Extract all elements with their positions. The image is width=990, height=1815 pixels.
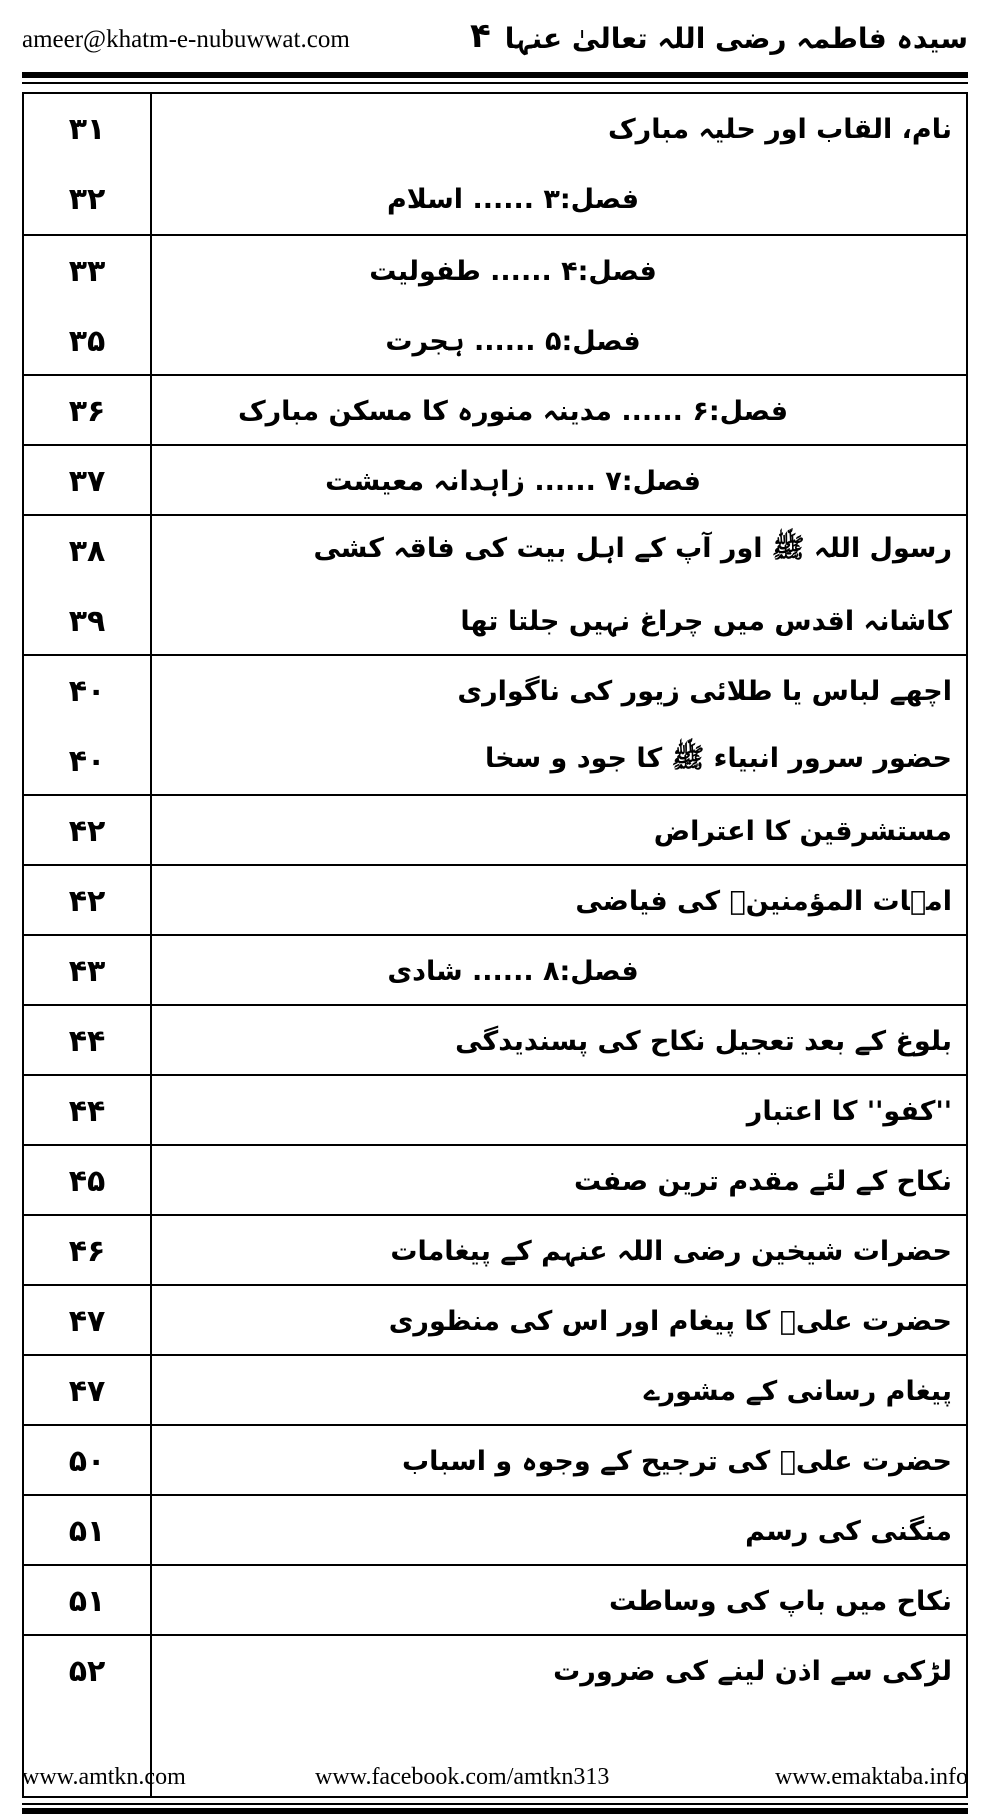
toc-entry[interactable] bbox=[24, 866, 966, 936]
toc-entry[interactable] bbox=[24, 726, 966, 796]
toc-entry[interactable] bbox=[24, 236, 966, 306]
toc-page-number: ۵۱ bbox=[68, 1583, 106, 1619]
toc-page-number: ۵۱ bbox=[68, 1513, 106, 1549]
footer-link-amtkn[interactable]: www.amtkn.com bbox=[22, 1764, 186, 1790]
toc-entry-title: لڑکی سے اذن لینے کی ضرورت bbox=[553, 1655, 952, 1687]
toc-entry[interactable] bbox=[24, 1076, 966, 1146]
toc-entry[interactable] bbox=[24, 446, 966, 516]
toc-page-number: ۴۴ bbox=[68, 1093, 106, 1129]
toc-group bbox=[24, 1424, 966, 1494]
toc-page-number: ۴۵ bbox=[68, 1163, 106, 1199]
toc-entry[interactable] bbox=[24, 306, 966, 376]
toc-page-number: ۳۹ bbox=[68, 603, 106, 639]
toc-entry[interactable] bbox=[24, 1216, 966, 1286]
toc-entry-title: کاشانہ اقدس میں چراغ نہیں جلتا تھا bbox=[460, 605, 952, 637]
toc-page-number: ۴۰ bbox=[68, 673, 106, 709]
footer-rule-thin bbox=[22, 1803, 968, 1805]
toc-page-number: ۳۵ bbox=[68, 323, 106, 359]
toc-entry[interactable] bbox=[24, 1566, 966, 1636]
toc-group bbox=[24, 1004, 966, 1074]
toc-entry[interactable] bbox=[24, 1146, 966, 1216]
toc-entry[interactable] bbox=[24, 1636, 966, 1706]
toc-entry-title: پیغام رسانی کے مشورے bbox=[643, 1375, 952, 1407]
toc-group bbox=[24, 934, 966, 1004]
toc-entry[interactable] bbox=[24, 1286, 966, 1356]
header-email: ameer@khatm-e-nubuwwat.com bbox=[22, 26, 350, 53]
toc-entry-title: فصل:۵ ...... ہجرت bbox=[385, 325, 641, 357]
toc-entry-title: فصل:۸ ...... شادی bbox=[387, 955, 639, 987]
toc-entry[interactable] bbox=[24, 586, 966, 656]
toc-group bbox=[24, 234, 966, 374]
toc-group bbox=[24, 374, 966, 444]
toc-group bbox=[24, 1354, 966, 1424]
toc-entry[interactable] bbox=[24, 164, 966, 234]
header-rule-thick bbox=[22, 72, 968, 78]
toc-page-number: ۴۲ bbox=[68, 883, 106, 919]
toc-group bbox=[24, 794, 966, 864]
footer-link-facebook[interactable]: www.facebook.com/amtkn313 bbox=[315, 1764, 610, 1790]
toc-entry-title: مستشرقین کا اعتراض bbox=[653, 815, 952, 847]
page-header bbox=[0, 0, 990, 78]
toc-entry[interactable] bbox=[24, 516, 966, 586]
toc-page-number: ۴۷ bbox=[68, 1303, 106, 1339]
toc-group bbox=[24, 864, 966, 934]
toc-group bbox=[24, 1214, 966, 1284]
toc-page-number: ۳۸ bbox=[68, 533, 106, 569]
toc-page-number: ۳۳ bbox=[68, 253, 106, 289]
toc-entry-title: حضور سرور انبیاء ﷺ کا جود و سخا bbox=[484, 743, 952, 774]
toc-page-number: ۵۲ bbox=[68, 1653, 106, 1689]
toc-group bbox=[24, 1634, 966, 1704]
toc-entry-title: رسول اللہ ﷺ اور آپ کے اہل بیت کی فاقہ کشی bbox=[313, 533, 952, 564]
toc-group bbox=[24, 1494, 966, 1564]
toc-page-number: ۳۶ bbox=[68, 393, 106, 429]
toc-entry[interactable] bbox=[24, 936, 966, 1006]
footer-link-emaktaba[interactable]: www.emaktaba.info bbox=[774, 1764, 968, 1790]
toc-entry-title: ''کفو'' کا اعتبار bbox=[746, 1095, 952, 1127]
toc-entry[interactable] bbox=[24, 796, 966, 866]
toc-entry[interactable] bbox=[24, 94, 966, 164]
toc-entry-title: نکاح کے لئے مقدم ترین صفت bbox=[574, 1165, 952, 1197]
toc-page-number: ۴۰ bbox=[68, 743, 106, 779]
toc-entry-title: اچھے لباس یا طلائی زیور کی ناگواری bbox=[457, 675, 952, 707]
toc-entry-title: فصل:۷ ...... زاہدانہ معیشت bbox=[325, 465, 701, 497]
toc-entry-title: فصل:۳ ...... اسلام bbox=[386, 183, 640, 215]
toc-group bbox=[24, 514, 966, 654]
toc-entry[interactable] bbox=[24, 1496, 966, 1566]
toc-entry-title: حضرات شیخین رضی اللہ عنہم کے پیغامات bbox=[390, 1235, 952, 1267]
toc-page-number: ۳۱ bbox=[68, 111, 106, 147]
toc-group bbox=[24, 654, 966, 794]
toc-entry[interactable] bbox=[24, 656, 966, 726]
toc-entry-title: بلوغ کے بعد تعجیل نکاح کی پسندیدگی bbox=[455, 1025, 952, 1057]
toc-entry-title: امہات المؤمنینؓ کی فیاضی bbox=[575, 885, 952, 917]
table-of-contents bbox=[22, 92, 968, 1798]
toc-entry[interactable] bbox=[24, 1356, 966, 1426]
toc-page-number: ۵۰ bbox=[68, 1443, 106, 1479]
toc-entry-title: حضرت علیؓ کا پیغام اور اس کی منظوری bbox=[388, 1305, 952, 1337]
book-title: سیدہ فاطمہ رضی اللہ تعالیٰ عنہا bbox=[504, 22, 968, 55]
toc-page-number: ۴۲ bbox=[68, 813, 106, 849]
page-number: ۴ bbox=[470, 16, 491, 56]
toc-group bbox=[24, 1144, 966, 1214]
toc-group bbox=[24, 1284, 966, 1354]
toc-entry-title: فصل:۶ ...... مدینہ منورہ کا مسکن مبارک bbox=[237, 395, 789, 427]
toc-page-number: ۴۷ bbox=[68, 1373, 106, 1409]
toc-page-number: ۳۷ bbox=[68, 463, 106, 499]
toc-entry-title: نکاح میں باپ کی وساطت bbox=[609, 1585, 952, 1617]
toc-page-number: ۴۳ bbox=[68, 953, 106, 989]
toc-group bbox=[24, 444, 966, 514]
toc-page-number: ۴۴ bbox=[68, 1023, 106, 1059]
toc-page-number: ۴۶ bbox=[68, 1233, 106, 1269]
toc-entry-title: فصل:۴ ...... طفولیت bbox=[369, 255, 657, 287]
toc-group bbox=[24, 1074, 966, 1144]
toc-entry[interactable] bbox=[24, 1426, 966, 1496]
toc-entry[interactable] bbox=[24, 376, 966, 446]
header-rule-thin bbox=[22, 82, 968, 84]
toc-group bbox=[24, 94, 966, 234]
toc-page-number: ۳۲ bbox=[68, 181, 106, 217]
toc-entry-title: منگنی کی رسم bbox=[745, 1515, 952, 1547]
toc-entry-title: حضرت علیؓ کی ترجیح کے وجوہ و اسباب bbox=[401, 1445, 952, 1477]
footer-rule-thick bbox=[22, 1808, 968, 1814]
toc-group bbox=[24, 1564, 966, 1634]
toc-entry-title: نام، القاب اور حلیہ مبارک bbox=[608, 113, 952, 145]
toc-entry[interactable] bbox=[24, 1006, 966, 1076]
